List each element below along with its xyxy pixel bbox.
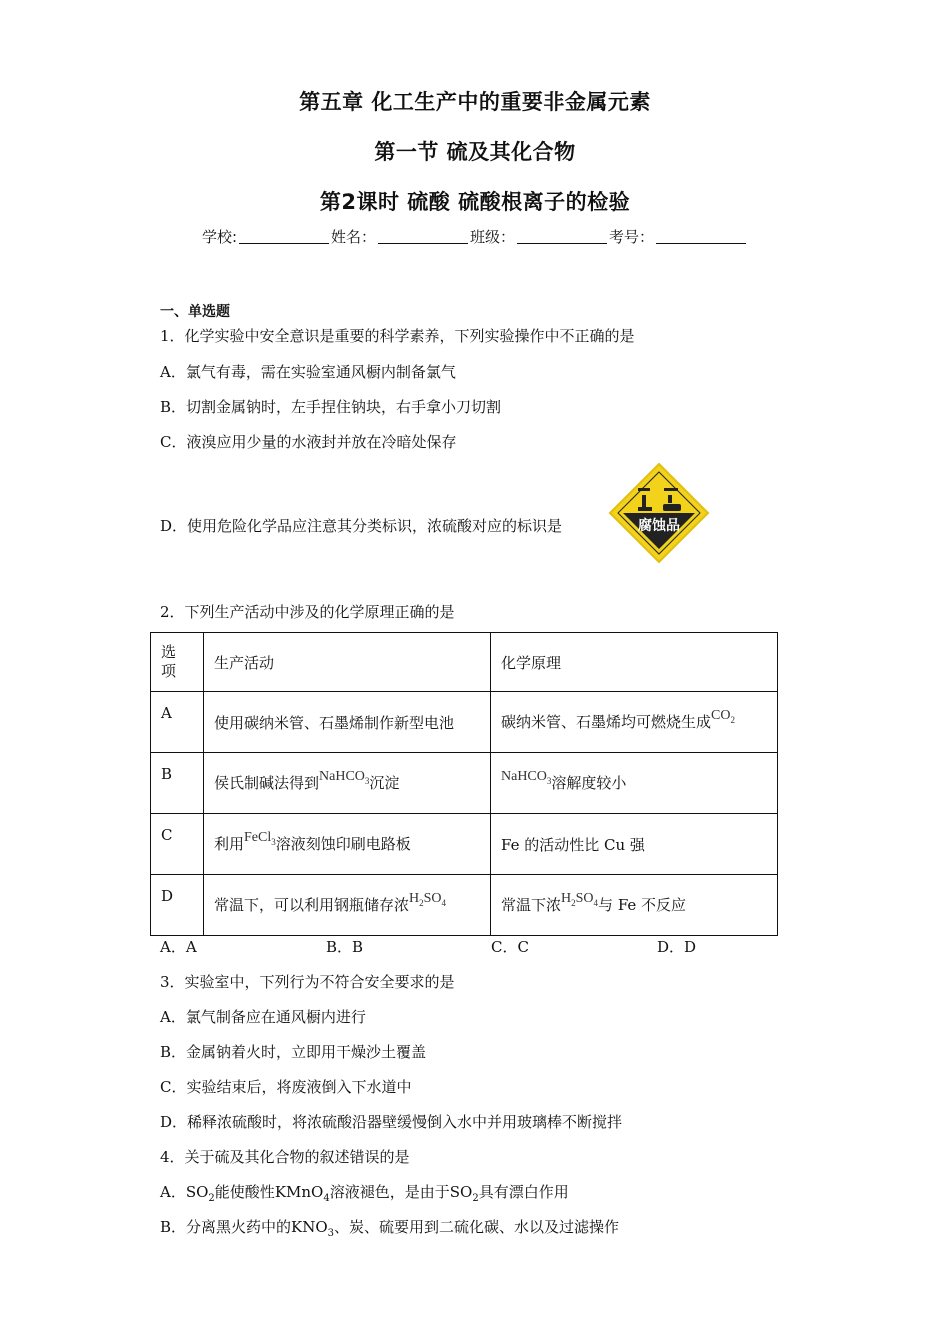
principle-text: 常温下浓 [501, 896, 562, 915]
principle-text: 碳纳米管、石墨烯均可燃烧生成 [501, 713, 712, 732]
table-row [151, 814, 778, 875]
table-header-row [151, 633, 778, 692]
table-row [151, 692, 778, 753]
exam-no-blank[interactable] [656, 229, 746, 244]
q4-a-formula: SO [185, 1183, 209, 1201]
q1-option-b: B．切割金属钠时，左手捏住钠块，右手拿小刀切割 [160, 398, 502, 416]
row-principle [491, 875, 778, 936]
chem-formula [319, 769, 369, 784]
header-option [151, 633, 204, 692]
school-label: 学校: [201, 228, 237, 246]
chem-formula [711, 708, 735, 723]
chem-formula [561, 891, 598, 906]
class-label: 班级： [470, 228, 516, 246]
q4-b-formula: KNO [291, 1218, 328, 1236]
row-activity [204, 814, 491, 875]
name-label: 姓名： [331, 228, 377, 246]
chem-sub: 2 [419, 897, 424, 908]
principle-text: 与 Fe 不反应 [598, 896, 687, 915]
principle-text: 溶解度较小 [551, 774, 627, 793]
chem-sub: 3 [364, 775, 370, 786]
corrosive-hazard-sign [608, 462, 710, 564]
q4-a-sub: 2 [472, 1193, 479, 1204]
q4-option-b [160, 1216, 619, 1239]
q4-a-formula: KMnO [274, 1183, 324, 1201]
q1-option-c: C．液溴应用少量的水液封并放在冷暗处保存 [160, 433, 457, 451]
q2-stem: 2．下列生产活动中涉及的化学原理正确的是 [160, 603, 455, 621]
test-tube-left-icon [638, 488, 650, 491]
chem-main: NaHCO [501, 769, 547, 785]
class-blank[interactable] [517, 229, 607, 244]
test-tube-right-icon [664, 488, 678, 491]
row-principle [491, 692, 778, 753]
q2-table [150, 632, 778, 936]
table-row [151, 753, 778, 814]
header-option-text: 选项 [161, 643, 177, 680]
q4-a-sub: 2 [208, 1193, 215, 1204]
row-activity: 使用碳纳米管、石墨烯制作新型电池 [204, 692, 491, 753]
row-option: A [151, 692, 204, 753]
chem-sub: 4 [593, 897, 599, 908]
activity-text: 沉淀 [369, 774, 400, 793]
q4-a-sub: 4 [323, 1193, 330, 1204]
q2-answer-c: C．C [491, 938, 529, 956]
q2-answer-b: B．B [326, 938, 364, 956]
q4-a-text: 具有漂白作用 [478, 1183, 569, 1201]
school-blank[interactable] [239, 229, 329, 244]
chem-main: CO [711, 708, 731, 724]
header-principle: 化学原理 [491, 633, 778, 692]
section-title: 第一节 硫及其化合物 [374, 140, 576, 164]
drip-right-icon [668, 495, 672, 503]
row-option: B [151, 753, 204, 814]
chapter-title: 第五章 化工生产中的重要非金属元素 [299, 90, 651, 114]
chem-sub: 4 [441, 897, 447, 908]
chem-main: NaHCO [319, 769, 365, 785]
chem-sub: 3 [271, 836, 276, 847]
q3-option-a: A．氯气制备应在通风橱内进行 [160, 1008, 366, 1026]
row-principle: Fe 的活动性比 Cu 强 [491, 814, 778, 875]
activity-text: 溶液刻蚀印刷电路板 [275, 835, 411, 854]
q4-b-sub: 3 [327, 1228, 335, 1239]
chem-sub: 2 [571, 897, 576, 908]
chem-main: SO [423, 891, 442, 907]
chem-main: FeCl [244, 830, 272, 846]
name-blank[interactable] [378, 229, 468, 244]
q4-a-text: 溶液褪色，是由于 [329, 1183, 450, 1201]
header-activity: 生产活动 [204, 633, 491, 692]
activity-text: 侯氏制碱法得到 [214, 774, 320, 793]
part-title: 一、单选题 [160, 304, 230, 320]
q4-option-a [160, 1181, 569, 1204]
drip-left-icon [642, 495, 646, 507]
q2-answer-a: A．A [160, 938, 197, 956]
q4-a-text: 能使酸性 [214, 1183, 275, 1201]
q3-option-c: C．实验结束后，将废液倒入下水道中 [160, 1078, 412, 1096]
activity-text: 利用 [214, 835, 245, 854]
exam-no-label: 考号： [609, 228, 655, 246]
chem-formula [244, 830, 276, 845]
chem-formula [501, 769, 551, 784]
chem-formula [409, 891, 446, 906]
hand-icon [663, 504, 681, 511]
q1-option-a: A．氯气有毒，需在实验室通风橱内制备氯气 [160, 363, 456, 381]
row-option: C [151, 814, 204, 875]
q1-option-d: D．使用危险化学品应注意其分类标识，浓硫酸对应的标识是 [160, 517, 563, 535]
row-activity [204, 875, 491, 936]
q4-a-formula: SO [449, 1183, 473, 1201]
q4-stem: 4．关于硫及其化合物的叙述错误的是 [160, 1148, 410, 1166]
q1-stem: 1．化学实验中安全意识是重要的科学素养，下列实验操作中不正确的是 [160, 327, 635, 345]
q3-stem: 3．实验室中，下列行为不符合安全要求的是 [160, 973, 455, 991]
q2-answer-d: D．D [657, 938, 697, 956]
table-row [151, 875, 778, 936]
row-principle [491, 753, 778, 814]
row-option: D [151, 875, 204, 936]
sign-label: 腐蚀品 [638, 518, 680, 534]
surface-left-icon [638, 507, 652, 511]
chem-sub: 3 [546, 775, 552, 786]
student-info-line [0, 226, 950, 247]
activity-text: 常温下，可以利用钢瓶储存浓 [214, 896, 410, 915]
lesson-title: 第2课时 硫酸 硫酸根离子的检验 [319, 190, 631, 214]
q4-a-label: A． [160, 1183, 186, 1201]
q4-b-text: 、炭、硫要用到二硫化碳、水以及过滤操作 [334, 1218, 620, 1236]
chem-main: SO [575, 891, 594, 907]
q3-option-b: B．金属钠着火时，立即用干燥沙土覆盖 [160, 1043, 427, 1061]
row-activity [204, 753, 491, 814]
chem-main: H [561, 891, 572, 907]
q3-option-d: D．稀释浓硫酸时，将浓硫酸沿器壁缓慢倒入水中并用玻璃棒不断搅拌 [160, 1113, 623, 1131]
chem-main: H [409, 891, 420, 907]
q4-b-text: B．分离黑火药中的 [160, 1218, 292, 1236]
chem-sub: 2 [730, 714, 735, 725]
